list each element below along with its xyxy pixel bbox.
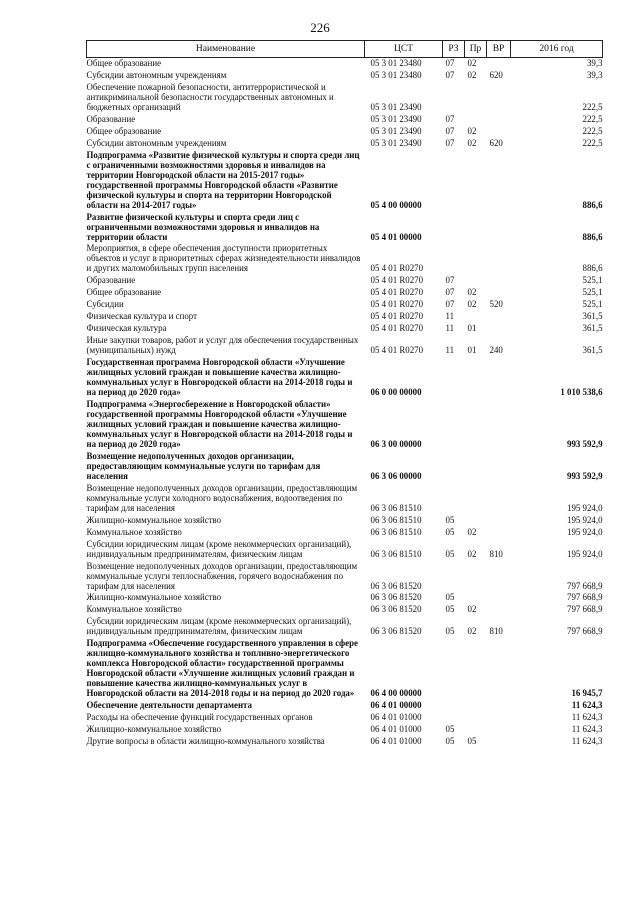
row-cst: 06 3 06 81510 (370, 514, 422, 525)
row-pr: 02 (467, 526, 477, 537)
row-cst: 06 4 01 01000 (370, 712, 422, 723)
row-rz (443, 561, 465, 593)
row-vr (487, 126, 511, 138)
row-pr (465, 357, 487, 399)
row-cst: 05 4 00 00000 (370, 199, 422, 210)
row-pr: 02 (467, 299, 477, 310)
row-cst: 06 3 06 00000 (370, 470, 422, 481)
row-cst: 06 3 06 81520 (370, 592, 422, 603)
row-vr (487, 638, 511, 700)
row-sum: 886,6 (582, 231, 603, 242)
row-rz: 07 (445, 287, 455, 298)
row-vr: 620 (489, 137, 503, 148)
row-name: Жилищно-коммунальное хозяйство (86, 592, 222, 603)
row-vr: 810 (489, 548, 503, 559)
row-cst: 06 3 06 81520 (370, 580, 422, 591)
row-rz: 11 (445, 323, 455, 334)
row-vr: 520 (489, 299, 503, 310)
row-name: Подпрограмма «Обеспечение государственного управления в сфере жилищно-коммунального хозяйства и топливно-энергетического комплекса Новгородской области» государственной программы Новгородской области «Улучшение жилищных условий граждан и повышение качества жилищно-коммунальных услуг в Новгородской области на 2014-2018 годы и на период до 2020 года» (86, 638, 358, 699)
row-vr (487, 604, 511, 616)
column-header-cst: ЦСТ (365, 41, 443, 58)
row-rz: 07 (445, 125, 455, 136)
table-row (87, 527, 603, 539)
row-rz (443, 399, 465, 451)
row-pr: 02 (467, 125, 477, 136)
row-pr (465, 150, 487, 212)
table-row (87, 287, 603, 299)
row-rz: 05 (445, 548, 455, 559)
row-name: Физическая культура и спорт (86, 311, 197, 322)
row-rz: 05 (445, 514, 455, 525)
row-sum: 195 924,0 (567, 548, 603, 559)
table-row (87, 114, 603, 126)
row-sum: 1 010 538,6 (560, 387, 603, 398)
row-pr: 05 (467, 736, 477, 747)
row-cst: 06 3 00 00000 (370, 438, 422, 449)
row-cst: 06 3 06 81520 (370, 604, 422, 615)
row-sum: 886,6 (582, 199, 603, 210)
row-rz (443, 150, 465, 212)
table-row (87, 82, 603, 114)
row-sum: 361,5 (582, 311, 603, 322)
table-row (87, 299, 603, 311)
row-pr (465, 700, 487, 712)
table-body (87, 58, 603, 749)
row-sum: 361,5 (582, 323, 603, 334)
row-vr (487, 399, 511, 451)
row-sum: 993 592,9 (567, 438, 603, 449)
row-rz (443, 483, 465, 515)
row-cst: 05 3 01 23490 (370, 137, 422, 148)
row-rz: 05 (445, 736, 455, 747)
row-cst: 05 4 01 R0270 (370, 263, 424, 274)
row-sum: 797 668,9 (567, 604, 603, 615)
row-sum: 11 624,3 (571, 700, 603, 711)
column-header-name: Наименование (87, 41, 365, 58)
row-sum: 195 924,0 (567, 502, 603, 513)
row-pr (465, 724, 487, 736)
row-cst: 06 3 06 81510 (370, 548, 422, 559)
row-name: Субсидии автономным учреждениям (86, 69, 227, 80)
row-pr (465, 82, 487, 114)
row-name: Другие вопросы в области жилищно-коммунального хозяйства (86, 736, 325, 747)
row-vr (487, 58, 511, 70)
row-pr (465, 638, 487, 700)
row-cst: 06 3 06 81510 (370, 526, 422, 537)
row-vr (487, 150, 511, 212)
row-sum: 16 945,7 (571, 688, 603, 699)
row-cst: 05 3 01 23490 (370, 101, 422, 112)
row-vr (487, 724, 511, 736)
row-name: Иные закупки товаров, работ и услуг для обеспечения государственных (муниципальных) нужд (86, 335, 359, 356)
row-rz: 05 (445, 724, 455, 735)
row-name: Жилищно-коммунальное хозяйство (86, 724, 222, 735)
row-vr (487, 114, 511, 126)
table-row (87, 58, 603, 70)
table-row (87, 592, 603, 604)
table-row (87, 483, 603, 515)
row-pr: 02 (467, 137, 477, 148)
row-vr (487, 451, 511, 483)
row-vr (487, 311, 511, 323)
row-sum: 797 668,9 (567, 592, 603, 603)
row-cst: 05 4 01 R0270 (370, 275, 424, 286)
row-cst: 06 4 00 00000 (370, 688, 422, 699)
row-rz: 05 (445, 526, 455, 537)
row-cst: 05 4 01 R0270 (370, 345, 424, 356)
table-row (87, 150, 603, 212)
row-cst: 06 4 01 01000 (370, 736, 422, 747)
table-row (87, 604, 603, 616)
row-cst: 06 3 06 81520 (370, 626, 422, 637)
table-row (87, 561, 603, 593)
row-cst: 05 4 01 R0270 (370, 323, 424, 334)
row-name: Коммунальное хозяйство (86, 604, 182, 615)
row-rz (443, 451, 465, 483)
row-vr: 810 (489, 626, 503, 637)
row-sum: 525,1 (582, 299, 603, 310)
row-cst: 05 4 01 R0270 (370, 287, 424, 298)
row-cst: 06 4 01 00000 (370, 700, 422, 711)
row-name: Возмещение недополученных доходов организации, предоставляющим коммунальные услуги теплоснабжения, горячего водоснабжения по тарифам для населения (86, 560, 358, 591)
row-name: Развитие физической культуры и спорта среди лиц с ограниченными возможностями здоровья и инвалидов на территории области (86, 211, 320, 242)
row-vr (487, 515, 511, 527)
row-rz (443, 82, 465, 114)
row-sum: 195 924,0 (567, 514, 603, 525)
row-sum: 886,6 (582, 263, 603, 274)
row-rz (443, 700, 465, 712)
row-rz: 11 (445, 345, 455, 356)
budget-table (86, 40, 603, 748)
row-sum: 222,5 (582, 113, 603, 124)
row-name: Расходы на обеспечение функций государственных органов (86, 712, 313, 723)
row-name: Субсидии юридическим лицам (кроме некоммерческих организаций), индивидуальным предпринимателям, физическим лицам (86, 616, 352, 637)
row-vr (487, 712, 511, 724)
row-vr (487, 287, 511, 299)
row-name: Образование (86, 113, 136, 124)
table-row (87, 323, 603, 335)
row-vr (487, 527, 511, 539)
table-row (87, 243, 603, 275)
row-name: Субсидии (86, 299, 124, 310)
row-pr (465, 399, 487, 451)
column-header-vr: ВР (487, 41, 511, 58)
table-row (87, 311, 603, 323)
row-cst: 05 4 01 R0270 (370, 311, 424, 322)
row-pr: 02 (467, 548, 477, 559)
row-vr (487, 82, 511, 114)
row-name: Физическая культура (86, 323, 167, 334)
row-pr: 02 (467, 69, 477, 80)
row-name: Мероприятия, в сфере обеспечения доступности приоритетных объектов и услуг в приоритетных сферах жизнедеятельности инвалидов и других маломобильных групп населения (86, 243, 361, 274)
table-row (87, 638, 603, 700)
row-name: Субсидии автономным учреждениям (86, 137, 227, 148)
row-rz: 07 (445, 113, 455, 124)
table-row (87, 724, 603, 736)
row-vr (487, 323, 511, 335)
row-vr (487, 736, 511, 748)
row-pr (465, 515, 487, 527)
row-vr: 620 (489, 69, 503, 80)
row-cst: 05 3 01 23480 (370, 69, 422, 80)
row-vr (487, 483, 511, 515)
row-sum: 222,5 (582, 125, 603, 136)
row-sum: 39,3 (586, 69, 603, 80)
row-cst: 05 3 01 23490 (370, 125, 422, 136)
row-pr (465, 712, 487, 724)
table-row (87, 212, 603, 244)
row-name: Субсидии юридическим лицам (кроме некоммерческих организаций), индивидуальным предпринимателям, физическим лицам (86, 538, 352, 559)
row-name: Жилищно-коммунальное хозяйство (86, 514, 222, 525)
row-cst: 05 4 01 00000 (370, 231, 422, 242)
row-sum: 525,1 (582, 287, 603, 298)
row-vr: 240 (489, 345, 503, 356)
row-name: Общее образование (86, 287, 162, 298)
table-row (87, 138, 603, 150)
row-rz: 07 (445, 299, 455, 310)
row-name: Образование (86, 275, 136, 286)
row-sum: 993 592,9 (567, 470, 603, 481)
row-pr (465, 275, 487, 287)
row-pr: 02 (467, 626, 477, 637)
row-vr (487, 357, 511, 399)
table-row (87, 126, 603, 138)
row-rz: 07 (445, 69, 455, 80)
row-pr: 01 (467, 345, 477, 356)
row-pr (465, 311, 487, 323)
row-sum: 797 668,9 (567, 580, 603, 591)
row-sum: 361,5 (582, 345, 603, 356)
row-name: Общее образование (86, 58, 162, 68)
table-row (87, 539, 603, 561)
row-name: Коммунальное хозяйство (86, 526, 182, 537)
table-row (87, 70, 603, 82)
table-row (87, 357, 603, 399)
table-row (87, 712, 603, 724)
row-sum: 195 924,0 (567, 526, 603, 537)
row-sum: 11 624,3 (571, 724, 603, 735)
row-name: Государственная программа Новгородской области «Улучшение жилищных условий граждан и повышение качества жилищно-коммунальных услуг в Новгородской области на 2014-2018 годы и на период до 2020 года» (86, 357, 353, 398)
row-name: Возмещение недополученных доходов организации, предоставляющим коммунальные услуги по тарифам для населения (86, 450, 321, 481)
table-row (87, 736, 603, 748)
row-cst: 06 3 06 81510 (370, 502, 422, 513)
column-header-pr: Пр (465, 41, 487, 58)
row-pr (465, 592, 487, 604)
row-cst: 05 4 01 R0270 (370, 299, 424, 310)
table-row (87, 451, 603, 483)
row-sum: 11 624,3 (571, 712, 603, 723)
row-name: Подпрограмма «Энергосбережение в Новгородской области» государственной программы Новгородской области «Улучшение жилищных условий граждан и повышение качества жилищно-коммунальных услуг в Новгородской области на 2014-2018 годы и на период до 2020 года» (86, 399, 353, 449)
row-sum: 39,3 (586, 58, 603, 68)
row-pr: 02 (467, 58, 477, 68)
row-name: Общее образование (86, 125, 162, 136)
table-row (87, 515, 603, 527)
row-rz: 05 (445, 626, 455, 637)
row-rz (443, 243, 465, 275)
row-rz (443, 357, 465, 399)
row-pr: 01 (467, 323, 477, 334)
row-pr: 02 (467, 287, 477, 298)
table-row (87, 700, 603, 712)
row-vr (487, 592, 511, 604)
row-rz: 05 (445, 592, 455, 603)
row-sum: 222,5 (582, 101, 603, 112)
row-pr (465, 561, 487, 593)
row-rz: 07 (445, 137, 455, 148)
table-row (87, 335, 603, 357)
row-rz: 05 (445, 604, 455, 615)
row-pr: 02 (467, 604, 477, 615)
row-name: Обеспечение пожарной безопасности, антитеррористической и антикриминальной безопасности государственных автономных и бюджетных организаций (86, 81, 334, 112)
row-name: Подпрограмма «Развитие физической культуры и спорта среди лиц с ограниченными возможностями здоровья и инвалидов на территории Новгородской области на 2015-2017 годы» государственной программы Новгородской области «Развитие физической культуры и спорта на территории Новгородской области на 2014-2017 годы» (86, 149, 360, 210)
row-sum: 797 668,9 (567, 626, 603, 637)
row-cst: 06 4 01 01000 (370, 724, 422, 735)
row-rz (443, 712, 465, 724)
column-header-rz: РЗ (443, 41, 465, 58)
row-name: Возмещение недополученных доходов организации, предоставляющим коммунальные услуги холодного водоснабжения, водоотведения по тарифам для населения (86, 482, 358, 513)
row-sum: 525,1 (582, 275, 603, 286)
row-cst: 05 3 01 23480 (370, 58, 422, 68)
row-pr (465, 243, 487, 275)
table-row (87, 399, 603, 451)
row-cst: 06 0 00 00000 (370, 387, 422, 398)
row-name: Обеспечение деятельности департамента (86, 700, 252, 711)
table-row (87, 616, 603, 638)
row-rz: 07 (445, 58, 455, 68)
row-vr (487, 700, 511, 712)
row-vr (487, 212, 511, 244)
row-sum: 11 624,3 (571, 736, 603, 747)
row-rz: 07 (445, 275, 455, 286)
row-pr (465, 451, 487, 483)
row-rz (443, 212, 465, 244)
page-number: 226 (310, 20, 330, 35)
row-pr (465, 212, 487, 244)
row-rz: 11 (445, 311, 455, 322)
row-cst: 05 3 01 23490 (370, 113, 422, 124)
row-sum: 222,5 (582, 137, 603, 148)
row-vr (487, 561, 511, 593)
row-pr (465, 483, 487, 515)
table-row (87, 275, 603, 287)
row-pr (465, 114, 487, 126)
row-vr (487, 275, 511, 287)
table-header (87, 41, 603, 58)
row-vr (487, 243, 511, 275)
column-header-year: 2016 год (511, 41, 603, 58)
row-rz (443, 638, 465, 700)
